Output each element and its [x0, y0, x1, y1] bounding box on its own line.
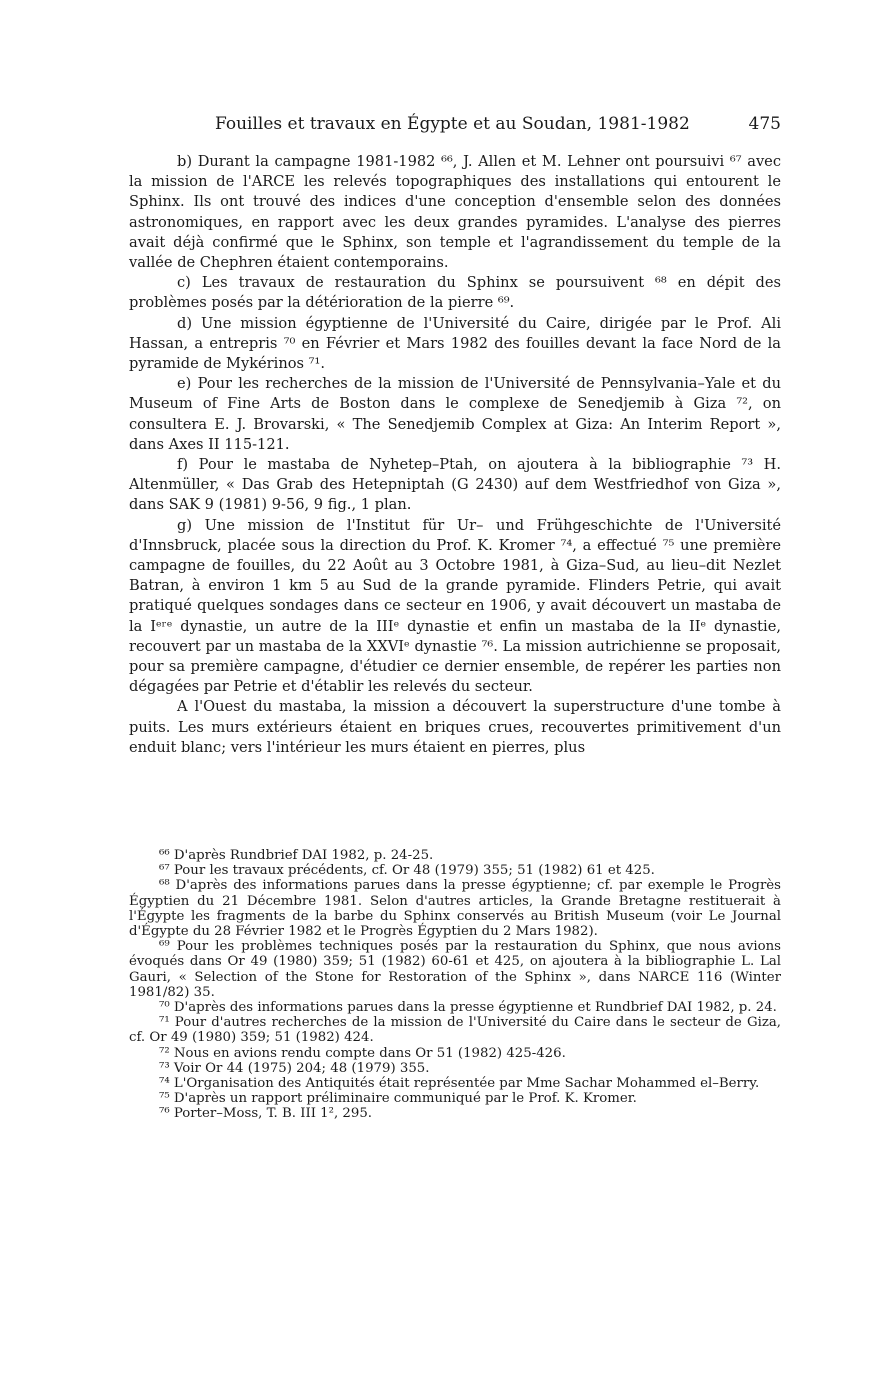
paragraph-e: e) Pour les recherches de la mission de l'Université de Pennsylvania–Yale et du Museum of Fine Arts de Boston dans le complexe de Senedjemib à Giza ⁷², on consultera E. J. Brovarski, « The Senedjemib Complex at Giza: An Interim Report », dans Axes II 115-121.	[129, 375, 781, 453]
paragraph-g: g) Une mission de l'Institut für Ur– und Frühgeschichte de l'Université d'Innsbruck, placée sous la direction du Prof. K. Kromer ⁷⁴, a effectué ⁷⁵ une première campagne de fouilles, du 22 Août au 3 Octobre 1981, à Giza–Sud, au lieu–dit Nezlet Batran, à environ 1 km 5 au Sud de la grande pyramide. Flinders Petrie, qui avait pratiqué quelques sondages dans ce secteur en 1906, y avait découvert un mastaba de la Iᵉʳᵉ dynastie, un autre de la IIIᵉ dynastie et enfin un mastaba de la IIᵉ dynastie, recouvert par un mastaba de la XXVIᵉ dynastie ⁷⁶. La mission autrichienne se proposait, pour sa première campagne, d'étudier ce dernier ensemble, de repérer les parties non dégagées par Petrie et d'établir les relevés du secteur.	[129, 516, 781, 696]
footnote-75: ⁷⁵ D'après un rapport préliminaire communiqué par le Prof. K. Kromer.	[159, 1091, 637, 1107]
footnote-70: ⁷⁰ D'après des informations parues dans la presse égyptienne et Rundbrief DAI 1982, p. 24.	[159, 1000, 777, 1016]
footnotes	[129, 848, 781, 1122]
running-title: Fouilles et travaux en Égypte et au Soudan, 1981-1982	[215, 114, 690, 134]
footnote-68: ⁶⁸ D'après des informations parues dans la presse égyptienne; cf. par exemple le Progrès Égyptien du 21 Décembre 1981. Selon d'autres articles, la Grande Bretagne restituerait à l'Égypte les fragments de la barbe du Sphinx conservés au British Museum (voir Le Journal d'Égypte du 28 Février 1982 et le Progrès Égyptien du 2 Mars 1982).	[129, 878, 781, 940]
page-number: 475	[748, 114, 781, 134]
paragraph-continuation: A l'Ouest du mastaba, la mission a découvert la superstructure d'une tombe à puits. Les murs extérieurs étaient en briques crues, recouvertes primitivement d'un enduit blanc; vers l'intérieur les murs étaient en pierres, plus	[129, 698, 781, 756]
footnote-67: ⁶⁷ Pour les travaux précédents, cf. Or 48 (1979) 355; 51 (1982) 61 et 425.	[159, 863, 655, 879]
paragraph-d: d) Une mission égyptienne de l'Université du Caire, dirigée par le Prof. Ali Hassan, a entrepris ⁷⁰ en Février et Mars 1982 des fouilles devant la face Nord de la pyramide de Mykérinos ⁷¹.	[129, 314, 781, 373]
footnote-73: ⁷³ Voir Or 44 (1975) 204; 48 (1979) 355.	[159, 1060, 430, 1076]
paragraph-f: f) Pour le mastaba de Nyhetep–Ptah, on ajoutera à la bibliographie ⁷³ H. Altenmüller, « Das Grab des Hetepniptah (G 2430) auf dem Westfriedhof von Giza », dans SAK 9 (1981) 9-56, 9 fig., 1 plan.	[129, 456, 781, 514]
paragraph-b: b) Durant la campagne 1981-1982 ⁶⁶, J. Allen et M. Lehner ont poursuivi ⁶⁷ avec la mission de l'ARCE les relevés topographiques des installations qui entourent le Sphinx. Ils ont trouvé des indices d'une conception d'ensemble selon des données astronomiques, en rapport avec les deux grandes pyramides. L'analyse des pierres avait déjà confirmé que le Sphinx, son temple et l'agrandissement du temple de la vallée de Chephren étaient contemporains.	[129, 153, 781, 272]
running-header	[129, 114, 781, 138]
paragraph-c: c) Les travaux de restauration du Sphinx se poursuivent ⁶⁸ en dépit des problèmes posés par la détérioration de la pierre ⁶⁹.	[129, 274, 781, 312]
footnote-71: ⁷¹ Pour d'autres recherches de la mission de l'Université du Caire dans le secteur de Giza, cf. Or 49 (1980) 359; 51 (1982) 424.	[129, 1015, 781, 1046]
footnote-76: ⁷⁶ Porter–Moss, T. B. III 1², 295.	[159, 1106, 373, 1122]
footnote-66: ⁶⁶ D'après Rundbrief DAI 1982, p. 24-25.	[159, 848, 434, 863]
footnote-69: ⁶⁹ Pour les problèmes techniques posés par la restauration du Sphinx, que nous avions évoqués dans Or 49 (1980) 359; 51 (1982) 60-61 et 425, on ajoutera à la bibliographie L. Lal Gauri, « Selection of the Stone for Restoration of the Sphinx », dans NARCE 116 (Winter 1981/82) 35.	[129, 939, 781, 1000]
footnote-74: ⁷⁴ L'Organisation des Antiquités était représentée par Mme Sachar Mohammed el–Berry.	[159, 1076, 760, 1092]
footnote-72: ⁷² Nous en avions rendu compte dans Or 51 (1982) 425-426.	[159, 1045, 566, 1061]
main-text	[129, 152, 781, 758]
